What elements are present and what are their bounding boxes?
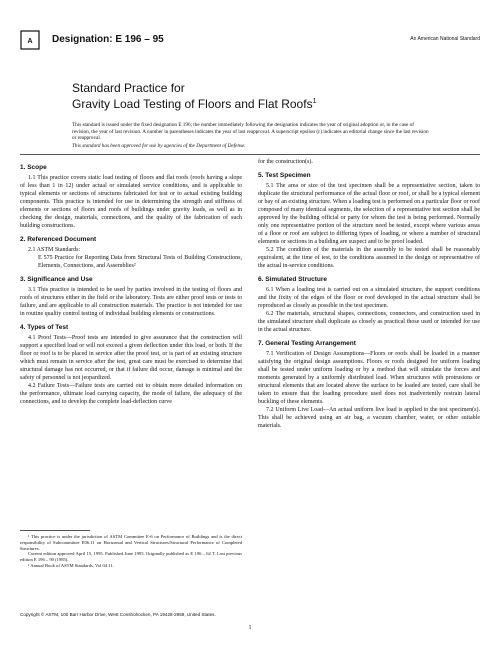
footnote-2: ² Annual Book of ASTM Standards, Vol 04.11. [28,562,114,568]
section-4-heading: 4. Types of Test [20,324,69,331]
approval-note: This standard has been approved for use by agencies of the Department of Defense. [72,143,246,149]
paragraph-4-2: 4.2 Failure Tests—Failure tests are carried out to obtain more detailed information on the performance, ultimate load carrying capacity, the mode of failure, the adequacy of the connections, and to develop the complete load-deflection curve [20,383,242,405]
header-divider [20,154,480,155]
paragraph-6-1: 6.1 When a loading test is carried out on a simulated structure, the support conditions and the fixity of the edges of the floor or roof developed in the actual structure shall be reproduced as closely as possible in the test specimen. [258,287,480,309]
title-line-1: Standard Practice for [72,81,185,95]
title-block [72,82,432,111]
footnote-1: ¹ This practice is under the jurisdiction of ASTM Committee E-6 on Performance of Buildings and is the direct responsibility of Subcommittee E06.11 on Horizontal and Vertical Structures/Structural Performance of Completed Structures. [20,534,242,551]
paragraph-3-1: 3.1 This practice is intended to be used by parties involved in the testing of floors and roofs of structures either in the field or the laboratory. Tests are either proof tests or tests to failure, and are applicable to all construction materials. The practice is not intended for use in routine quality control testing of individual building elements or constructions. [20,287,242,317]
section-3-heading: 3. Significance and Use [20,276,93,283]
document-header [20,30,480,50]
right-column [258,158,480,430]
title-main: Gravity Load Testing of Floors and Flat Roofs [72,97,313,111]
left-column [20,158,242,406]
section-2-heading: 2. Referenced Document [20,236,97,243]
astm-logo-icon [20,30,40,50]
title-footnote-mark: 1 [312,98,317,105]
paragraph-7-1: 7.1 Verification of Design Assumptions—Floors or roofs shall be loaded in a manner satisfying the original design assumptions. Floors or roofs designed for uniform loading shall be tested under uniform loading or by a method that will simulate the forces and moments generated by a uniformly distributed load. When structures with protrusions or structural elements that are located above the surface to be loaded are tested, care shall be taken to ensure that the loading procedure used does not inadvertently restrain lateral buckling of these elements. [258,351,480,405]
footnote-divider [20,530,90,531]
paragraph-4-2-continued: for the construction(s). [258,159,313,165]
page-number: 1 [248,625,252,631]
issue-notice: This standard is issued under the fixed designation E 196; the number immediately following the designation indicates the year of original adoption or, in the case of revision, the year of last revision. A number in parentheses indicates the year of last reapproval. A superscript epsilon (ε) indicates an editorial change since the last revision or reapproval. [72,122,429,141]
section-7-heading: 7. General Testing Arrangement [258,340,356,347]
paragraph-6-2: 6.2 The materials, structural shapes, connections, connectors, and construction used in the simulated structure shall duplicate as closely as practical those used or intended for use in the actual structure. [258,311,480,333]
reference-e575: E 575 Practice for Reporting Data from Structural Tests of Building Constructions, Elements, Connections, and Assemblies² [38,255,242,269]
paragraph-5-1: 5.1 The area or size of the test specimen shall be a representative section, taken to duplicate the structural performance of the actual floor or roof, or shall be a typical element or bay of an existing structure. When a loading test is performed on a particular floor or roof composed of many identical segments, the selection of a representative test section shall be approved by the building official or party for whom the test is being performed. Normally only one representative portion of the structure need be tested, except where various areas of a floor or roof are subject to differing types of loading, or where a number of structural elements or sections in a building are suspect and to be proof loaded. [258,183,480,245]
section-1-heading: 1. Scope [20,164,47,171]
footnote-1-edition: Current edition approved April 15, 1995. Published June 1995. Originally published as E 196 – 62 T. Last previous edition E 196 – 90 (1985). [20,551,242,563]
section-6-heading: 6. Simulated Structure [258,276,327,283]
paragraph-5-2: 5.2 The condition of the materials in the assembly to be tested shall be reasonably equivalent, at the time of test, to the conditions assumed in the design or representative of the actual in-service conditions. [258,247,480,269]
paragraph-1-1: 1.1 This practice covers static load testing of floors and flat roofs (roofs having a slope of less than 1 in 12) under actual or simulated service conditions, and is applicable to typical elements or sections of structures fabricated for test or to actual existing building components. This practice is intended for use in determining the strength and stiffness of elements or sections of floors and roofs of buildings under gravity loads, as well as in checking the design, materials, connections, and the quality of the fabrication of such building constructions. [20,175,242,229]
copyright-address: Copyright © ASTM, 100 Barr Harbor Drive, West Conshohocken, PA 19428-2959, United States. [20,612,216,617]
title-line-2 [72,95,432,111]
paragraph-7-2: 7.2 Uniform Live Load—An actual uniform live load is applied to the test specimen(s). This shall be achieved using an air bag, a vacuum chamber, water, or other suitable materials. [258,407,480,429]
svg-text:A: A [27,38,33,45]
footnotes [20,534,242,569]
designation: Designation: E 196 – 95 [52,34,164,45]
section-5-heading: 5. Test Specimen [258,172,311,179]
standard-org: An American National Standard [410,36,480,42]
paragraph-2-1: 2.1 ASTM Standards: [28,247,81,253]
paragraph-4-1: 4.1 Proof Tests—Proof tests are intended to give assurance that the construction will support a specified load or will not exceed a given deflection under this load, or both. If the floor or roof is to be placed in service after the proof test, or is part of an existing structure which must remain in service after the test, great care must be exercised to determine that structural damage has not occurred, or that if failure did occur, damage is minimal and the safety of personnel is not jeopardized. [20,335,242,381]
